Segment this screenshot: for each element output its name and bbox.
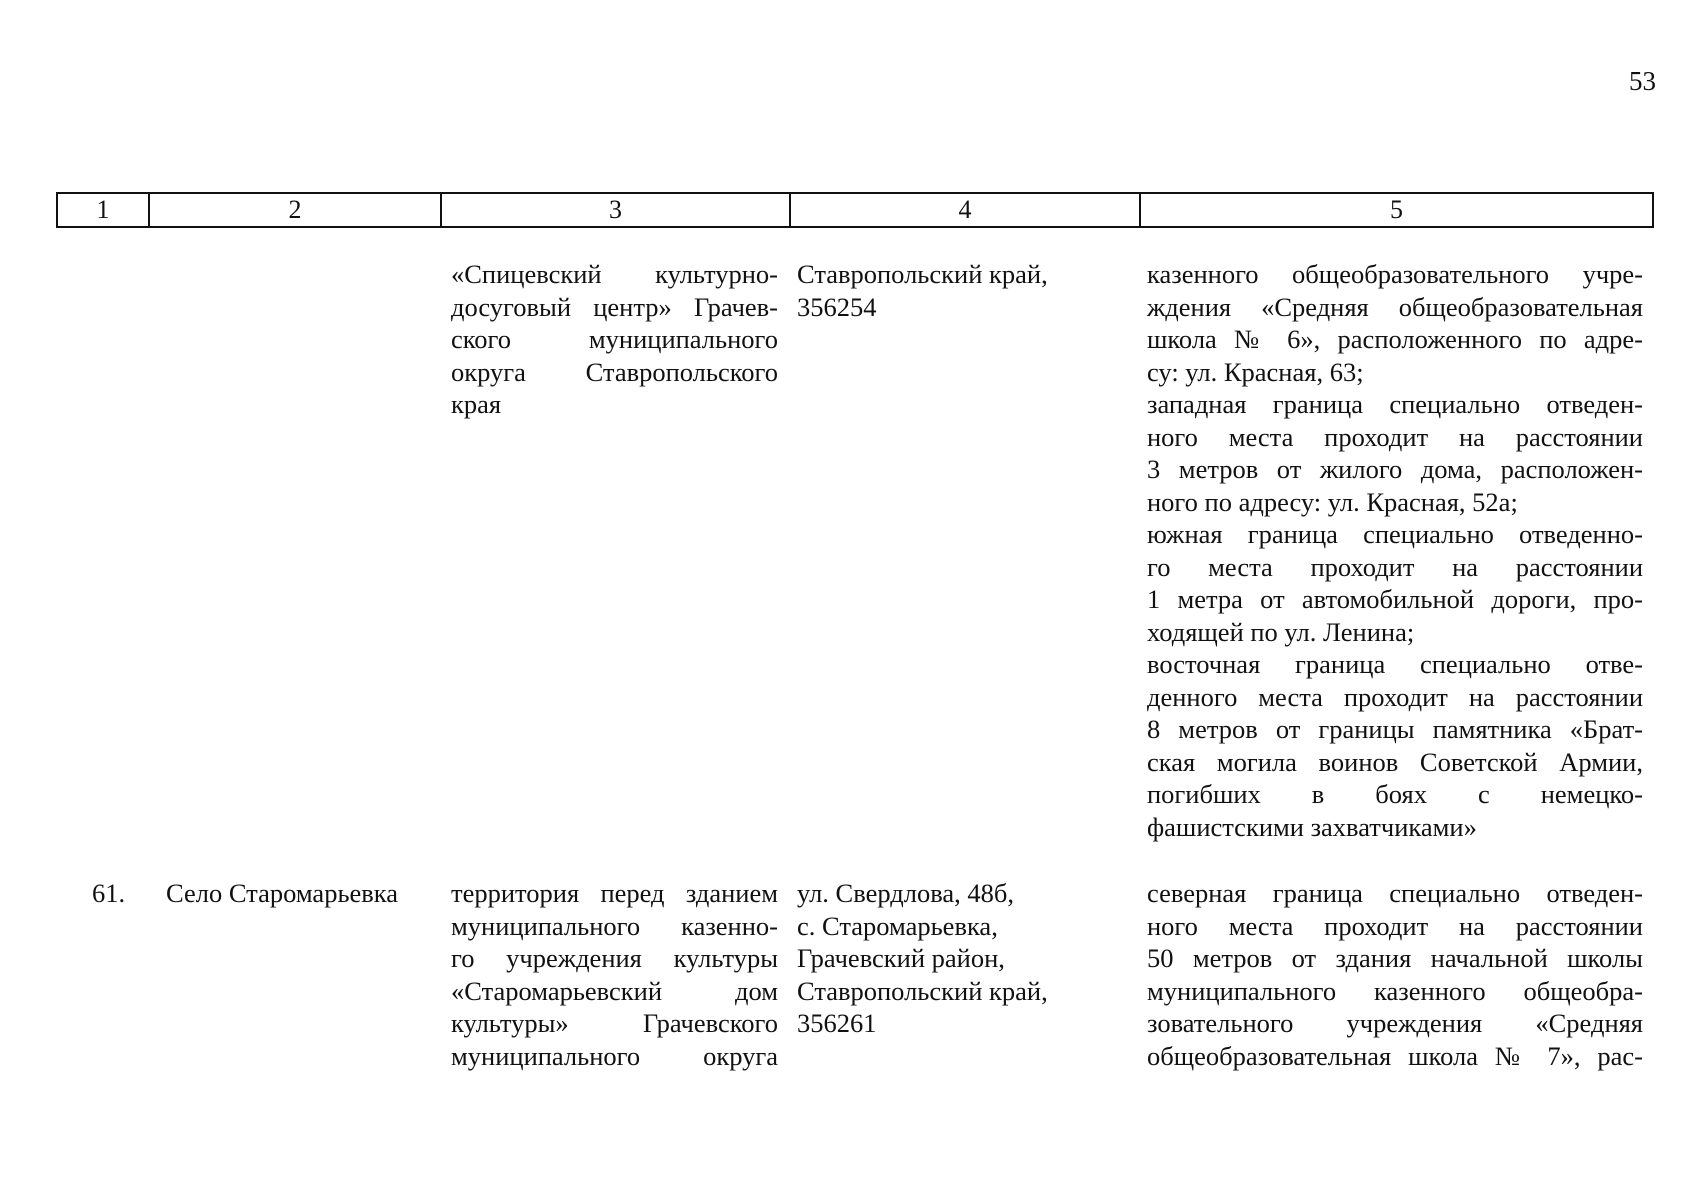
text-line: культуры» Грачевского: [451, 1008, 778, 1038]
text-line: го учреждения культуры: [451, 943, 778, 973]
address: [797, 877, 1137, 1040]
text-line: 3 метров от жилого дома, расположен-: [1147, 454, 1643, 484]
boundary-description: [1147, 877, 1643, 1072]
column-number-header: [56, 192, 1654, 228]
text-line: ская могила воинов Советской Армии,: [1147, 746, 1643, 777]
text-line: северная граница специально отведен-: [1147, 878, 1643, 908]
settlement-name: Село Старомарьевка: [166, 878, 399, 908]
page-number: 53: [1629, 66, 1656, 96]
header-col-1: 1: [57, 193, 149, 227]
text-line: «Старомарьевский дом: [451, 975, 778, 1006]
text-line: восточная граница специально отве-: [1147, 649, 1643, 679]
text-line: с. Старомарьевка,: [797, 910, 998, 941]
text-line: ждения «Средняя общеобразовательная: [1147, 291, 1643, 322]
text-line: фашистскими захватчиками»: [1147, 811, 1477, 842]
header-col-4: 4: [790, 193, 1140, 227]
text-line: ного места проходит на расстоянии: [1147, 910, 1643, 941]
text-line: муниципального округа: [451, 1040, 778, 1071]
boundary-description: [1147, 258, 1643, 843]
text-line: территория перед зданием: [451, 878, 778, 908]
text-line: 1 метра от автомобильной дороги, про-: [1147, 584, 1643, 614]
text-line: Грачевский район,: [797, 943, 1005, 973]
text-line: досуговый центр» Грачев-: [451, 291, 778, 322]
text-line: южная граница специально отведенно-: [1147, 519, 1643, 549]
text-line: 356254: [797, 291, 877, 322]
text-line: муниципального казенно-: [451, 910, 778, 941]
text-line: 8 метров от границы памятника «Брат-: [1147, 714, 1643, 744]
text-line: «Спицевский культурно-: [451, 259, 778, 289]
text-line: Ставропольский край,: [797, 975, 1048, 1006]
text-line: су: ул. Красная, 63;: [1147, 356, 1364, 387]
text-line: общеобразовательная школа № 7», рас-: [1147, 1040, 1643, 1071]
text-line: 356261: [797, 1008, 877, 1038]
header-row: [57, 193, 1653, 227]
text-line: школа № 6», расположенного по адре-: [1147, 324, 1643, 354]
place-description: [451, 877, 778, 1072]
text-line: 50 метров от здания начальной школы: [1147, 943, 1643, 973]
text-line: ул. Свердлова, 48б,: [797, 878, 1014, 908]
text-line: ного по адресу: ул. Красная, 52а;: [1147, 486, 1518, 517]
header-col-5: 5: [1140, 193, 1653, 227]
text-line: края: [451, 389, 502, 419]
text-line: зовательного учреждения «Средняя: [1147, 1008, 1643, 1038]
text-line: го места проходит на расстоянии: [1147, 551, 1643, 582]
text-line: ского муниципального: [451, 324, 778, 354]
text-line: денного места проходит на расстоянии: [1147, 681, 1643, 712]
place-description: [451, 258, 778, 421]
text-line: казенного общеобразовательного учре-: [1147, 259, 1643, 289]
text-line: погибших в боях с немецко-: [1147, 779, 1643, 809]
address: [797, 258, 1137, 323]
row-number: 61.: [92, 878, 126, 908]
header-col-2: 2: [149, 193, 441, 227]
text-line: Ставропольский край,: [797, 259, 1048, 289]
text-line: округа Ставропольского: [451, 356, 778, 387]
text-line: ходящей по ул. Ленина;: [1147, 616, 1415, 647]
header-col-3: 3: [441, 193, 790, 227]
text-line: ного места проходит на расстоянии: [1147, 421, 1643, 452]
text-line: западная граница специально отведен-: [1147, 389, 1643, 419]
text-line: муниципального казенного общеобра-: [1147, 975, 1643, 1006]
